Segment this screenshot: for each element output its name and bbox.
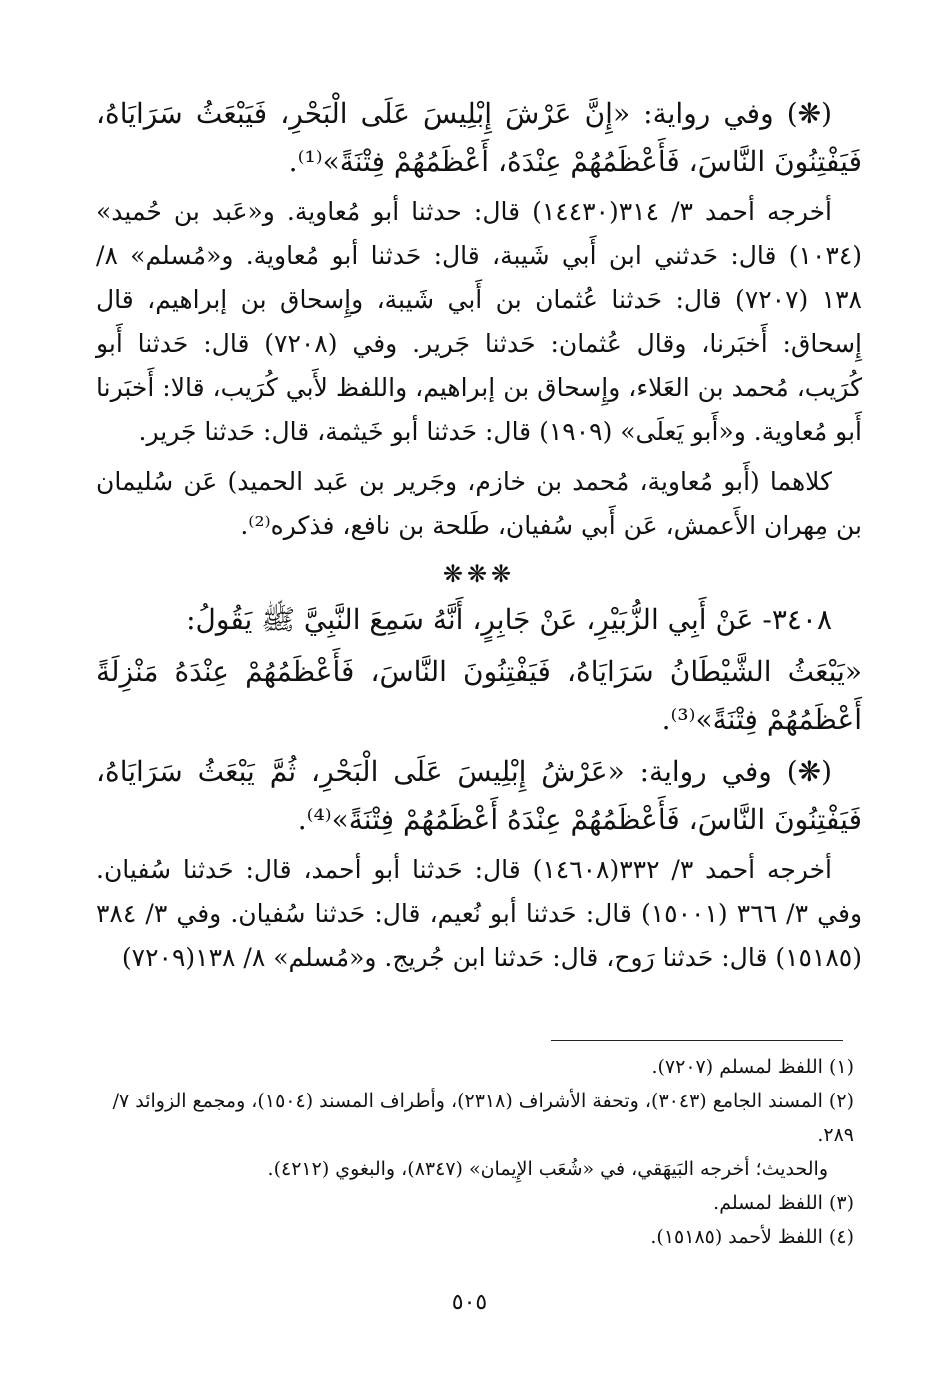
footnote-4: (٤) اللفظ لأحمد (١٥١٨٥). [650,1226,854,1248]
takhrij-paragraph-2: أخرجه أحمد ٣/ ٣٣٢(١٤٦٠٨) قال: حَدثنا أبو أحمد، قال: حَدثنا سُفيان. وفي ٣/ ٣٦٦ (١٥٠٠١) قال: حَدثنا أبو نُعيم، قال: حَدثنا سُفيان. وفي ٣/ ٣٨٤ (١٥١٨٥) قال: حَدثنا رَوح، قال: حَدثنا ابن جُريج. و«مُسلم» ٨/ ١٣٨(٧٢٠٩) [96,855,863,972]
footnote-2: (٢) المسند الجامع (٣٠٤٣)، وتحفة الأشراف (٢٣١٨)، وأطراف المسند (١٥٠٤)، ومجمع الزوائد ٧/ ٢٨٩. [112,1090,854,1146]
hadith-variant-1: (❋) وفي رواية: «إِنَّ عَرْشَ إِبْلِيسَ عَلَى الْبَحْرِ، فَيَبْعَثُ سَرَايَاهُ، فَيَفْتِنُونَ النَّاسَ، فَأَعْظَمُهُمْ عِنْدَهُ، أَعْظَمُهُمْ فِتْنَةً»⁽¹⁾. [96,97,862,178]
hadith-text-3408: «يَبْعَثُ الشَّيْطَانُ سَرَايَاهُ، فَيَفْتِنُونَ النَّاسَ، فَأَعْظَمُهُمْ عِنْدَهُ مَنْزِلَةً أَعْظَمُهُمْ فِتْنَةً»⁽³⁾. [96,655,862,736]
section-separator: ❋❋❋ [442,560,516,588]
page-body [96,90,862,986]
page-number: ٥٠٥ [451,1290,488,1315]
footnote-1: (١) اللفظ لمسلم (٧٢٠٧). [651,1056,854,1078]
hadith-variant-2: (❋) وفي رواية: «عَرْشُ إِبْلِيسَ عَلَى الْبَحْرِ، ثُمَّ يَبْعَثُ سَرَايَاهُ، فَيَفْتِنُونَ النَّاسَ، فَأَعْظَمُهُمْ عِنْدَهُ أَعْظَمُهُمْ فِتْنَةً»⁽⁴⁾. [96,755,862,836]
footnote-divider [551,1040,843,1041]
footnote-2-continuation: والحديث؛ أخرجه البَيهَقي، في «شُعَب الإِيمان» (٨٣٤٧)، والبغوي (٤٢١٢). [267,1158,828,1180]
takhrij-paragraph-1: أخرجه أحمد ٣/ ٣١٤(١٤٤٣٠) قال: حدثنا أبو مُعاوية. و«عَبد بن حُميد» (١٠٣٤) قال: حَدثني ابن أَبي شَيبة، قال: حَدثنا أبو مُعاوية. و«مُسلم» ٨/ ١٣٨ (٧٢٠٧) قال: حَدثنا عُثمان بن أَبي شَيبة، وإِسحاق بن إبراهيم، قال إِسحاق: أَخبَرنا، وقال عُثمان: حَدثنا جَرير. وفي (٧٢٠٨) قال: حَدثنا أَبو كُرَيب، مُحمد بن العَلاء، وإِسحاق بن إبراهيم، واللفظ لأَبي كُرَيب، قالا: أَخبَرنا أَبو مُعاوية. و«أَبو يَعلَى» (١٩٠٩) قال: حَدثنا أبو خَيثمة، قال: حَدثنا جَرير. [96,197,863,446]
footnote-3: (٣) اللفظ لمسلم. [713,1192,854,1214]
footnotes [94,1050,854,1254]
hadith-heading-3408: ٣٤٠٨- عَنْ أَبِي الزُّبَيْرِ، عَنْ جَابِرٍ، أَنَّهُ سَمِعَ النَّبِيَّ ﷺ يَقُولُ: [186,603,832,636]
isnad-paragraph: كلاهما (أَبو مُعاوية، مُحمد بن خازم، وجَرير بن عَبد الحميد) عَن سُليمان بن مِهران الأَعمش، عَن أَبي سُفيان، طَلحة بن نافع، فذكره⁽²⁾. [96,467,862,540]
